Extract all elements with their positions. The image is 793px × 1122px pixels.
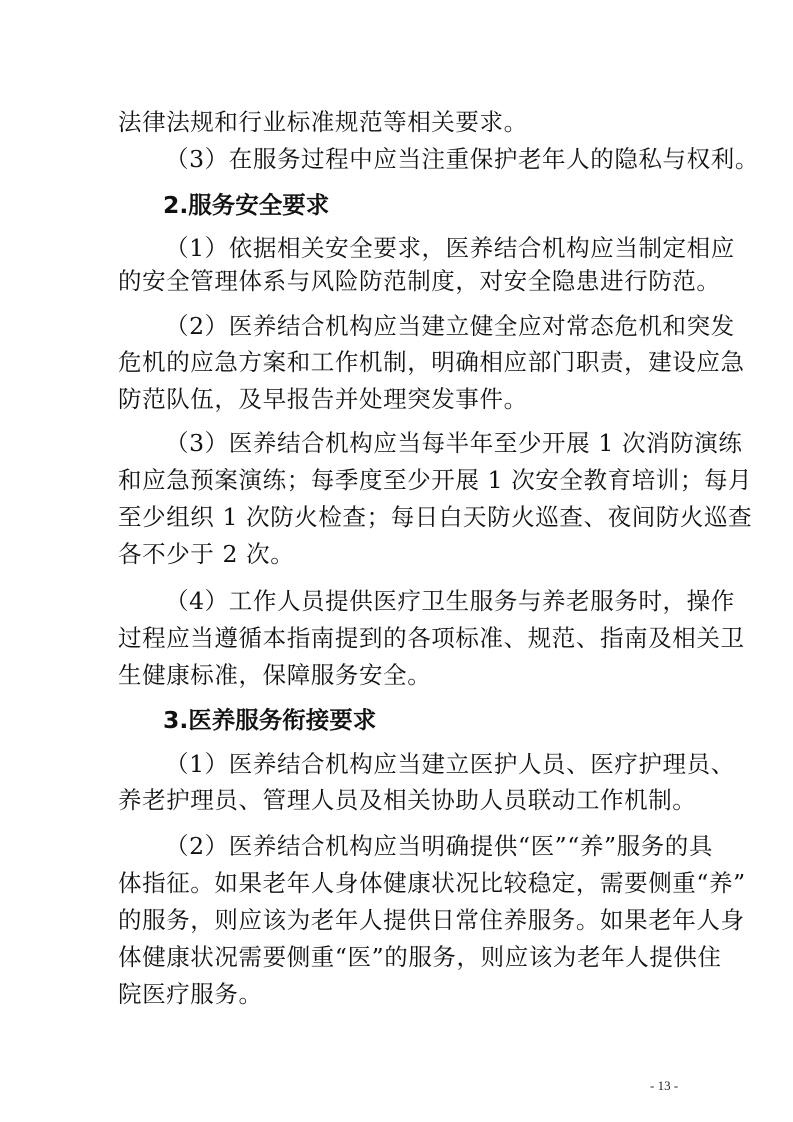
paragraph-connection-2-line-5: 院医疗服务。 <box>118 980 263 1008</box>
paragraph-connection-2-line-3: 的服务，则应该为老年人提供日常住养服务。如果老年人身 <box>118 906 745 934</box>
section-heading-service-safety: 2.服务安全要求 <box>163 191 330 219</box>
text-line-1: 法律法规和行业标准规范等相关要求。 <box>118 108 528 136</box>
paragraph-safety-1-line-1: （1）依据相关安全要求，医养结合机构应当制定相应 <box>165 234 735 262</box>
paragraph-safety-3-line-2: 和应急预案演练；每季度至少开展 1 次安全教育培训；每月 <box>118 466 753 494</box>
paragraph-connection-2-line-1: （2）医养结合机构应当明确提供“医”“养”服务的具 <box>165 832 714 860</box>
paragraph-safety-4-line-2: 过程应当遵循本指南提到的各项标准、规范、指南及相关卫 <box>118 624 745 652</box>
paragraph-safety-4-line-1: （4）工作人员提供医疗卫生服务与养老服务时，操作 <box>165 587 735 615</box>
paragraph-safety-3-line-4: 各不少于 2 次。 <box>118 540 295 568</box>
paragraph-safety-2-line-3: 防范队伍，及早报告并处理突发事件。 <box>118 385 528 413</box>
page-number: - 13 - <box>650 1078 679 1093</box>
paragraph-connection-2-line-4: 体健康状况需要侧重“医”的服务，则应该为老年人提供住 <box>118 943 722 971</box>
paragraph-safety-1-line-2: 的安全管理体系与风险防范制度，对安全隐患进行防范。 <box>118 267 721 295</box>
paragraph-connection-2-line-2: 体指征。如果老年人身体健康状况比较稳定，需要侧重“养” <box>118 869 746 897</box>
paragraph-safety-3-line-3: 至少组织 1 次防火检查；每日白天防火巡查、夜间防火巡查 <box>118 503 753 531</box>
paragraph-privacy: （3）在服务过程中应当注重保护老年人的隐私与权利。 <box>165 145 759 173</box>
paragraph-connection-1-line-2: 养老护理员、管理人员及相关协助人员联动工作机制。 <box>118 786 697 814</box>
paragraph-safety-4-line-3: 生健康标准，保障服务安全。 <box>118 661 432 689</box>
paragraph-safety-2-line-1: （2）医养结合机构应当建立健全应对常态危机和突发 <box>165 312 735 340</box>
paragraph-safety-3-line-1: （3）医养结合机构应当每半年至少开展 1 次消防演练 <box>165 429 743 457</box>
section-heading-service-connection: 3.医养服务衔接要求 <box>163 706 377 734</box>
paragraph-safety-2-line-2: 危机的应急方案和工作机制，明确相应部门职责，建设应急 <box>118 348 745 376</box>
paragraph-connection-1-line-1: （1）医养结合机构应当建立医护人员、医疗护理员、 <box>165 750 735 778</box>
